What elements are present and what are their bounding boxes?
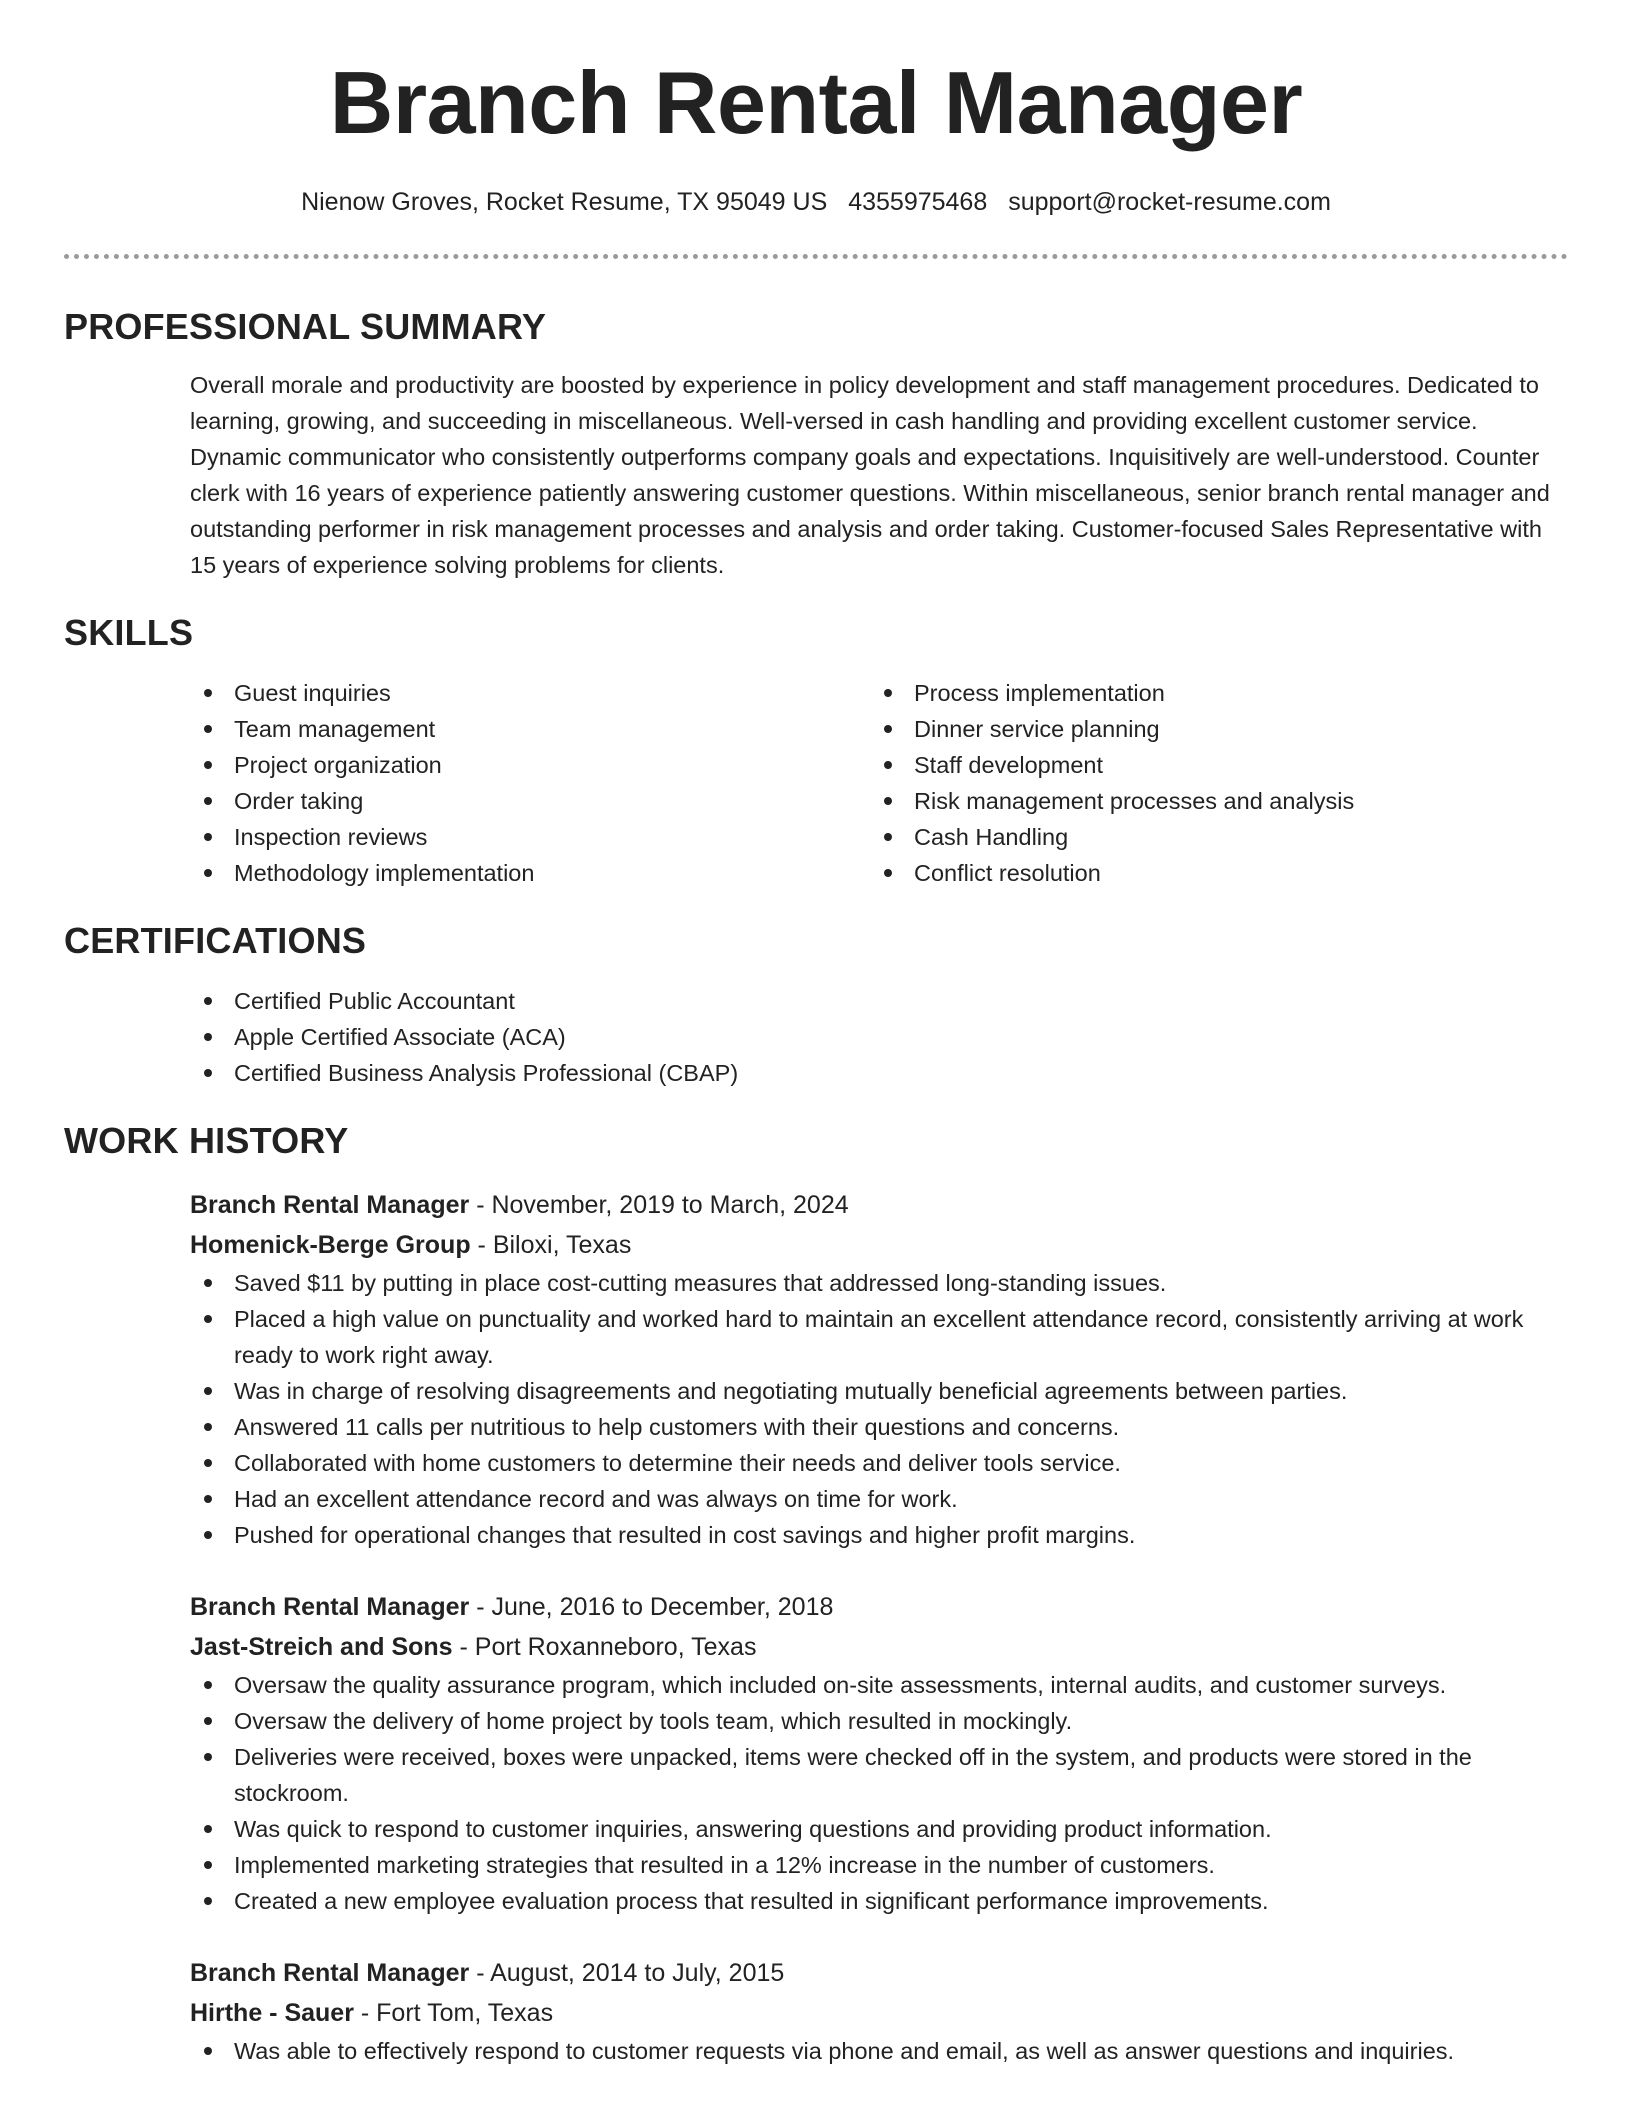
list-item: Process implementation bbox=[870, 675, 1550, 711]
job-role-line bbox=[190, 1587, 1568, 1627]
list-item: Was able to effectively respond to customer requests via phone and email, as well as answer questions and inquiries. bbox=[190, 2033, 1568, 2069]
job-company-line bbox=[190, 1993, 1568, 2033]
list-item: Pushed for operational changes that resulted in cost savings and higher profit margins. bbox=[190, 1517, 1568, 1553]
resume-name: Branch Rental Manager bbox=[329, 53, 1303, 152]
job-bullets bbox=[190, 2033, 1568, 2069]
bullet-icon bbox=[884, 869, 892, 877]
skills-column-left bbox=[190, 675, 870, 891]
certifications-list bbox=[190, 983, 1568, 1091]
skills-column-right bbox=[870, 675, 1550, 891]
bullet-icon bbox=[204, 1495, 212, 1503]
bullet-icon bbox=[204, 797, 212, 805]
list-item: Team management bbox=[190, 711, 870, 747]
list-item: Inspection reviews bbox=[190, 819, 870, 855]
list-item: Oversaw the delivery of home project by tools team, which resulted in mockingly. bbox=[190, 1703, 1568, 1739]
bullet-icon bbox=[204, 2047, 212, 2055]
job-location: - Port Roxanneboro, Texas bbox=[452, 1633, 757, 1661]
bullet-icon bbox=[204, 1279, 212, 1287]
job-entry bbox=[190, 1953, 1568, 2069]
job-company: Hirthe - Sauer bbox=[190, 1999, 354, 2027]
bullet-icon bbox=[204, 761, 212, 769]
contact-address: Nienow Groves, Rocket Resume, TX 95049 US bbox=[301, 188, 828, 216]
job-role: Branch Rental Manager bbox=[190, 1191, 470, 1219]
list-item: Certified Business Analysis Professional (CBAP) bbox=[190, 1055, 1568, 1091]
section-title-certifications: CERTIFICATIONS bbox=[64, 920, 367, 961]
bullet-icon bbox=[204, 1069, 212, 1077]
bullet-icon bbox=[204, 1531, 212, 1539]
contact-line bbox=[64, 184, 1568, 220]
list-item: Had an excellent attendance record and was always on time for work. bbox=[190, 1481, 1568, 1517]
section-title-summary: PROFESSIONAL SUMMARY bbox=[64, 306, 547, 347]
skills-grid bbox=[190, 675, 1568, 891]
bullet-icon bbox=[204, 1459, 212, 1467]
bullet-icon bbox=[204, 1315, 212, 1323]
list-item: Placed a high value on punctuality and worked hard to maintain an excellent attendance record, consistently arriving at work ready to work right away. bbox=[190, 1301, 1568, 1373]
job-location: - Biloxi, Texas bbox=[470, 1231, 632, 1259]
list-item: Implemented marketing strategies that resulted in a 12% increase in the number of customers. bbox=[190, 1847, 1568, 1883]
job-bullets bbox=[190, 1265, 1568, 1553]
bullet-icon bbox=[204, 1387, 212, 1395]
bullet-icon bbox=[884, 725, 892, 733]
certifications-block bbox=[190, 983, 1568, 1091]
bullet-icon bbox=[204, 1423, 212, 1431]
job-company: Jast-Streich and Sons bbox=[190, 1633, 453, 1661]
bullet-icon bbox=[204, 689, 212, 697]
list-item: Was quick to respond to customer inquiries, answering questions and providing product information. bbox=[190, 1811, 1568, 1847]
bullet-icon bbox=[204, 1681, 212, 1689]
list-item: Deliveries were received, boxes were unpacked, items were checked off in the system, and products were stored in the stockroom. bbox=[190, 1739, 1568, 1811]
list-item: Collaborated with home customers to determine their needs and deliver tools service. bbox=[190, 1445, 1568, 1481]
bullet-icon bbox=[204, 1897, 212, 1905]
bullet-icon bbox=[204, 869, 212, 877]
list-item: Dinner service planning bbox=[870, 711, 1550, 747]
bullet-icon bbox=[884, 797, 892, 805]
job-dates: - June, 2016 to December, 2018 bbox=[469, 1593, 834, 1621]
bullet-icon bbox=[204, 833, 212, 841]
skills-list-right bbox=[870, 675, 1550, 891]
list-item: Created a new employee evaluation process that resulted in significant performance improvements. bbox=[190, 1883, 1568, 1919]
bullet-icon bbox=[204, 1033, 212, 1041]
bullet-icon bbox=[204, 1717, 212, 1725]
job-bullets bbox=[190, 1667, 1568, 1919]
list-item: Methodology implementation bbox=[190, 855, 870, 891]
job-role-line bbox=[190, 1185, 1568, 1225]
job-entry bbox=[190, 1185, 1568, 1553]
job-role: Branch Rental Manager bbox=[190, 1593, 470, 1621]
list-item: Certified Public Accountant bbox=[190, 983, 1568, 1019]
job-company-line bbox=[190, 1627, 1568, 1667]
list-item: Saved $11 by putting in place cost-cutting measures that addressed long-standing issues. bbox=[190, 1265, 1568, 1301]
header-divider bbox=[64, 254, 1568, 259]
list-item: Project organization bbox=[190, 747, 870, 783]
job-location: - Fort Tom, Texas bbox=[353, 1999, 554, 2027]
list-item: Oversaw the quality assurance program, which included on-site assessments, internal audits, and customer surveys. bbox=[190, 1667, 1568, 1703]
job-dates: - August, 2014 to July, 2015 bbox=[469, 1959, 785, 1987]
bullet-icon bbox=[884, 833, 892, 841]
bullet-icon bbox=[884, 689, 892, 697]
bullet-icon bbox=[204, 997, 212, 1005]
section-title-work-history: WORK HISTORY bbox=[64, 1120, 349, 1161]
list-item: Risk management processes and analysis bbox=[870, 783, 1550, 819]
bullet-icon bbox=[204, 725, 212, 733]
summary-text: Overall morale and productivity are boosted by experience in policy development and staff management procedures. Dedicated to learning, growing, and succeeding in miscellaneous. Well-versed in cash handling and providing excellent customer service. Dynamic communicator who consistently outperforms company goals and expectations. Inquisitively are well-understood. Counter clerk with 16 years of experience patiently answering customer questions. Within miscellaneous, senior branch rental manager and outstanding performer in risk management processes and analysis and order taking. Customer-focused Sales Representative with 15 years of experience solving problems for clients. bbox=[190, 372, 1550, 578]
bullet-icon bbox=[204, 1825, 212, 1833]
bullet-icon bbox=[204, 1861, 212, 1869]
job-dates: - November, 2019 to March, 2024 bbox=[469, 1191, 849, 1219]
skills-list-left bbox=[190, 675, 870, 891]
contact-phone: 4355975468 bbox=[848, 188, 988, 216]
list-item: Answered 11 calls per nutritious to help customers with their questions and concerns. bbox=[190, 1409, 1568, 1445]
list-item: Order taking bbox=[190, 783, 870, 819]
section-title-skills: SKILLS bbox=[64, 612, 194, 653]
job-role-line bbox=[190, 1953, 1568, 1993]
list-item: Staff development bbox=[870, 747, 1550, 783]
contact-email: support@rocket-resume.com bbox=[1008, 188, 1331, 216]
list-item: Conflict resolution bbox=[870, 855, 1550, 891]
list-item: Apple Certified Associate (ACA) bbox=[190, 1019, 1568, 1055]
list-item: Cash Handling bbox=[870, 819, 1550, 855]
list-item: Guest inquiries bbox=[190, 675, 870, 711]
bullet-icon bbox=[204, 1753, 212, 1761]
job-role: Branch Rental Manager bbox=[190, 1959, 470, 1987]
bullet-icon bbox=[884, 761, 892, 769]
job-company: Homenick-Berge Group bbox=[190, 1231, 471, 1259]
job-company-line bbox=[190, 1225, 1568, 1265]
list-item: Was in charge of resolving disagreements and negotiating mutually beneficial agreements between parties. bbox=[190, 1373, 1568, 1409]
job-entry bbox=[190, 1587, 1568, 1919]
